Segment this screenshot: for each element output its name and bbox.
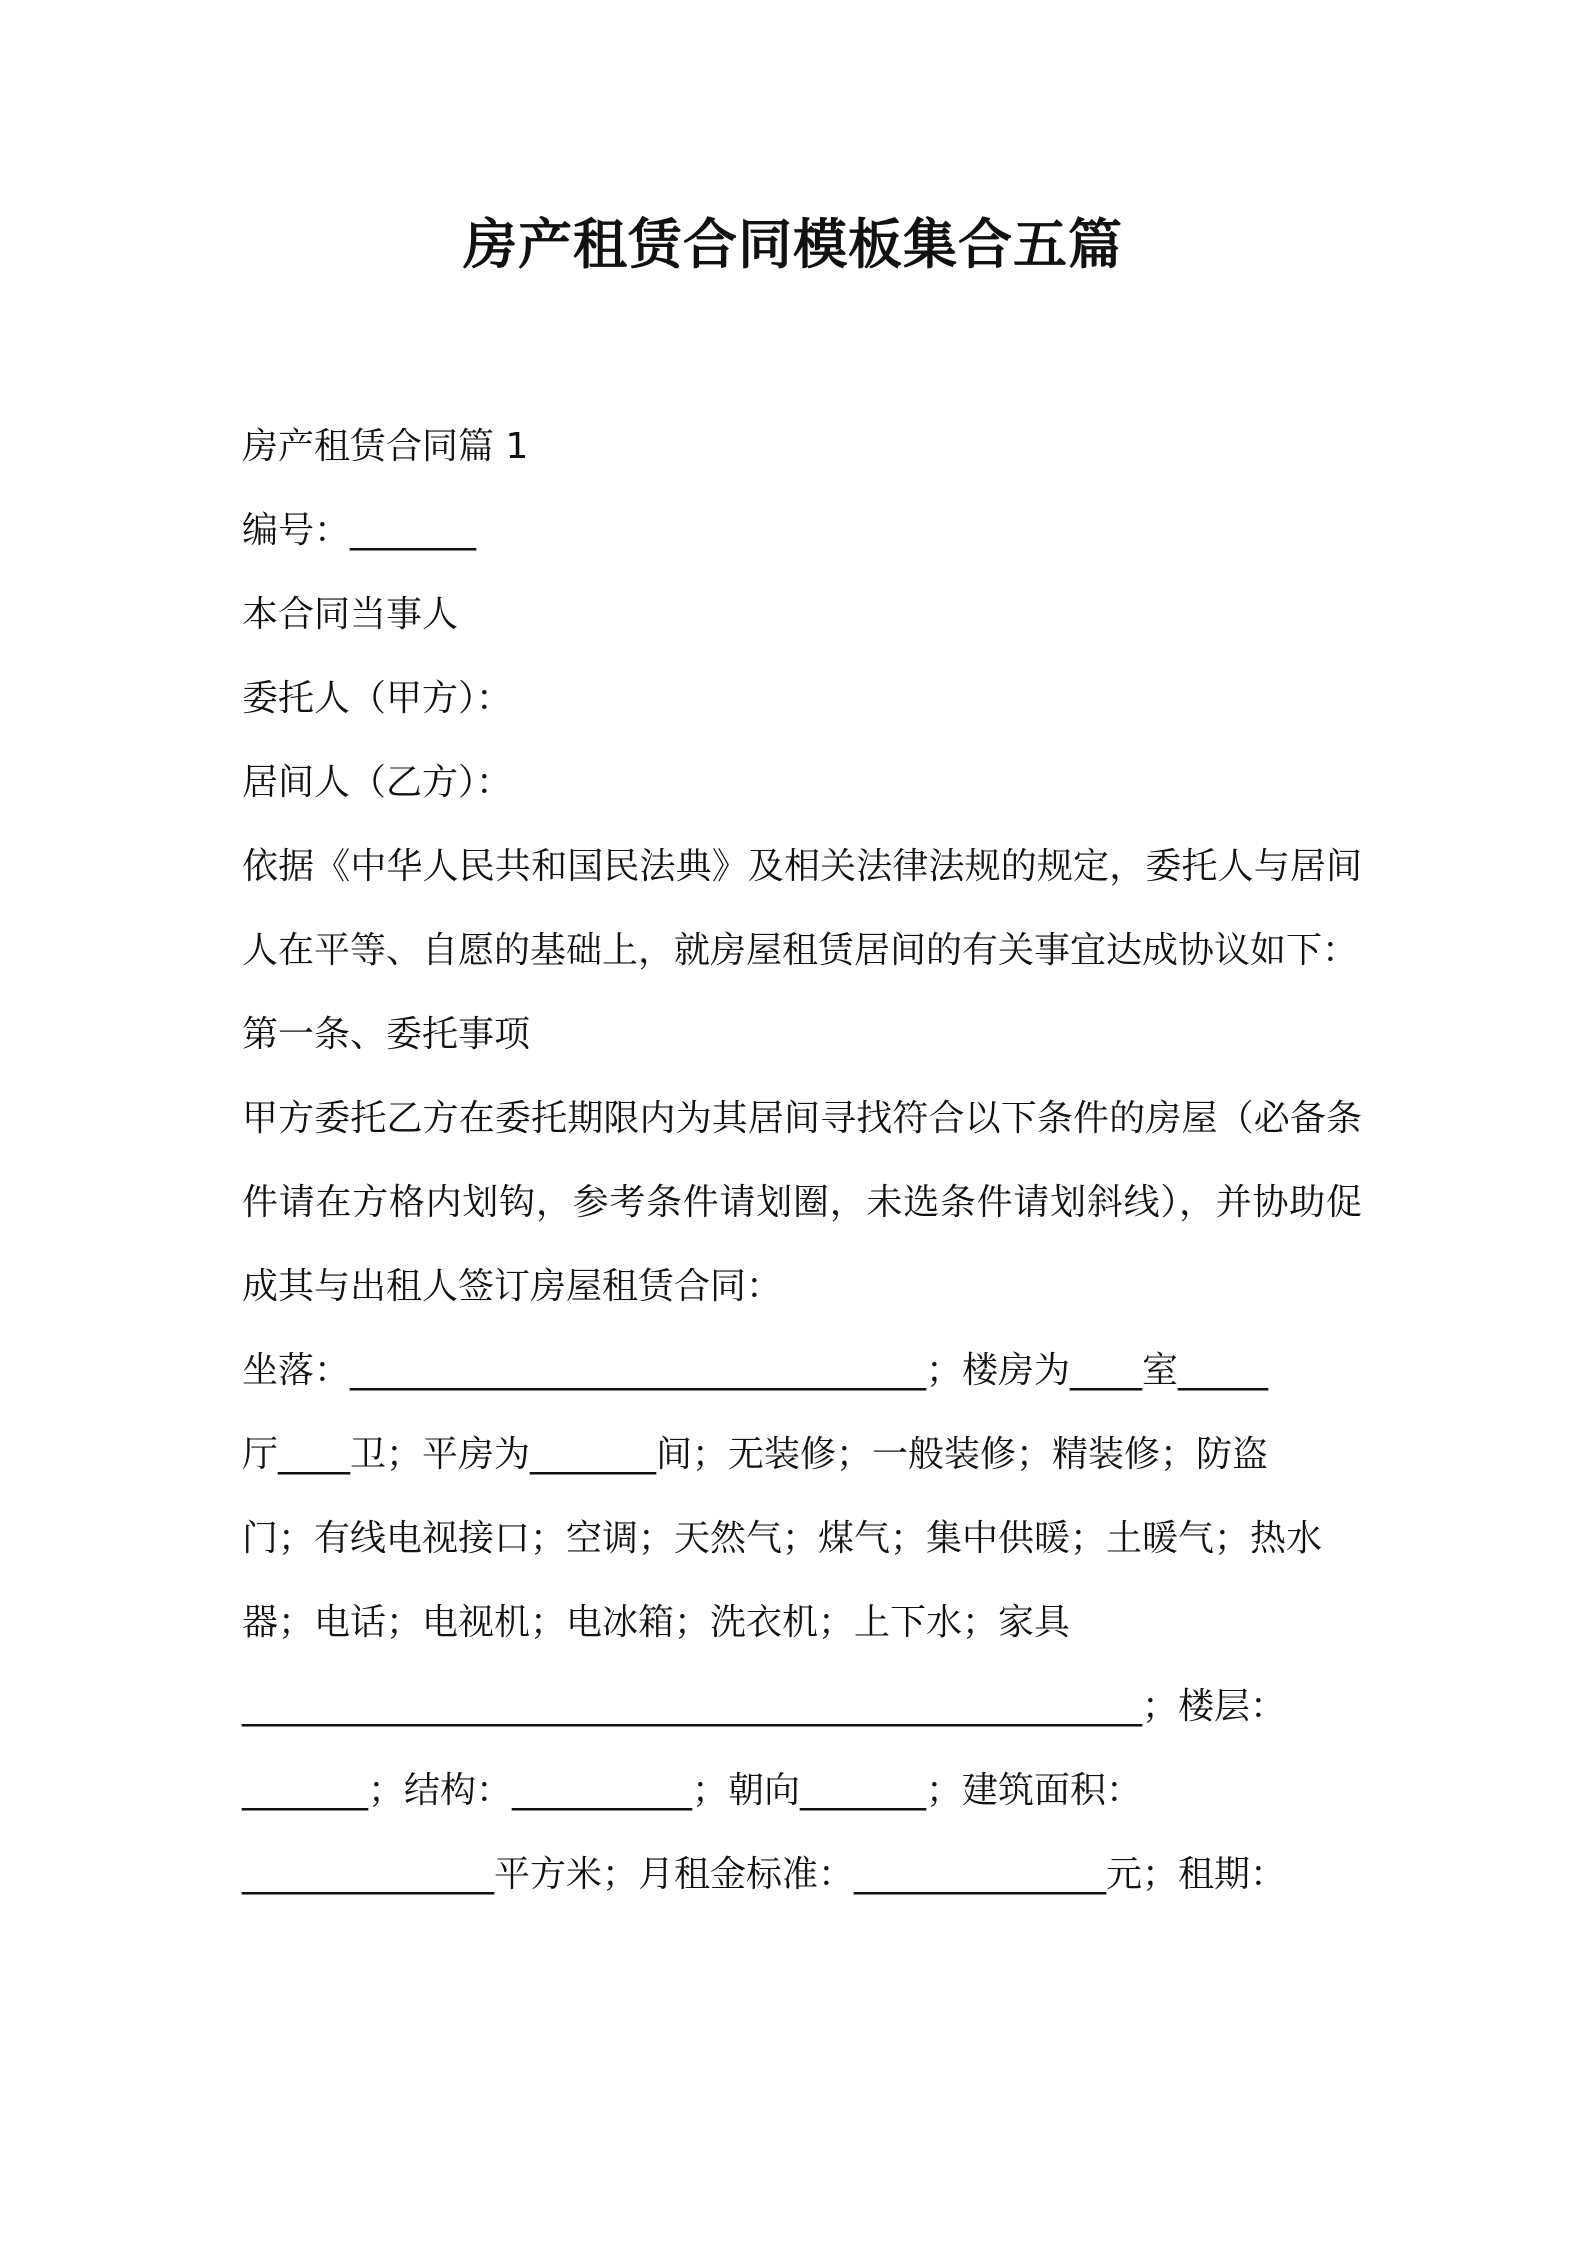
- article-1-paragraph: 甲方委托乙方在委托期限内为其居间寻找符合以下条件的房屋（必备条件请在方格内划钩，参考条件请划圈，未选条件请划斜线），并协助促成其与出租人签订房屋租赁合同：: [242, 1098, 1362, 1307]
- document-title: 房产租赁合同模板集合五篇: [463, 213, 1123, 276]
- conditions-line-3: 门；有线电视接口；空调；天然气；煤气；集中供暖；土暖气；热水: [242, 1518, 1323, 1559]
- conditions-line-4: 器；电话；电视机；电冰箱；洗衣机；上下水；家具: [242, 1602, 1071, 1643]
- conditions-line-1: 坐落：________________________________；楼房为____室_____: [242, 1350, 1269, 1391]
- section-heading: 房产租赁合同篇 1: [242, 426, 529, 467]
- document-body: [242, 405, 1362, 1917]
- preamble-paragraph: 依据《中华人民共和国民法典》及相关法律法规的规定，委托人与居间人在平等、自愿的基础上，就房屋租赁居间的有关事宜达成协议如下：: [242, 846, 1362, 971]
- contract-number-line: 编号：_______: [242, 510, 477, 551]
- article-1-heading: 第一条、委托事项: [242, 1014, 531, 1055]
- party-a-line: 委托人（甲方）：: [242, 678, 513, 719]
- parties-heading: 本合同当事人: [242, 594, 459, 635]
- conditions-line-2: 厅____卫；平房为_______间；无装修；一般装修；精装修；防盗: [242, 1434, 1269, 1475]
- conditions-line-7: ______________平方米；月租金标准：______________元；租期：: [242, 1854, 1287, 1895]
- conditions-line-5: __________________________________________________；楼层：: [242, 1686, 1286, 1727]
- conditions-line-6: _______；结构：__________；朝向_______；建筑面积：: [242, 1770, 1143, 1811]
- party-b-line: 居间人（乙方）：: [242, 762, 513, 803]
